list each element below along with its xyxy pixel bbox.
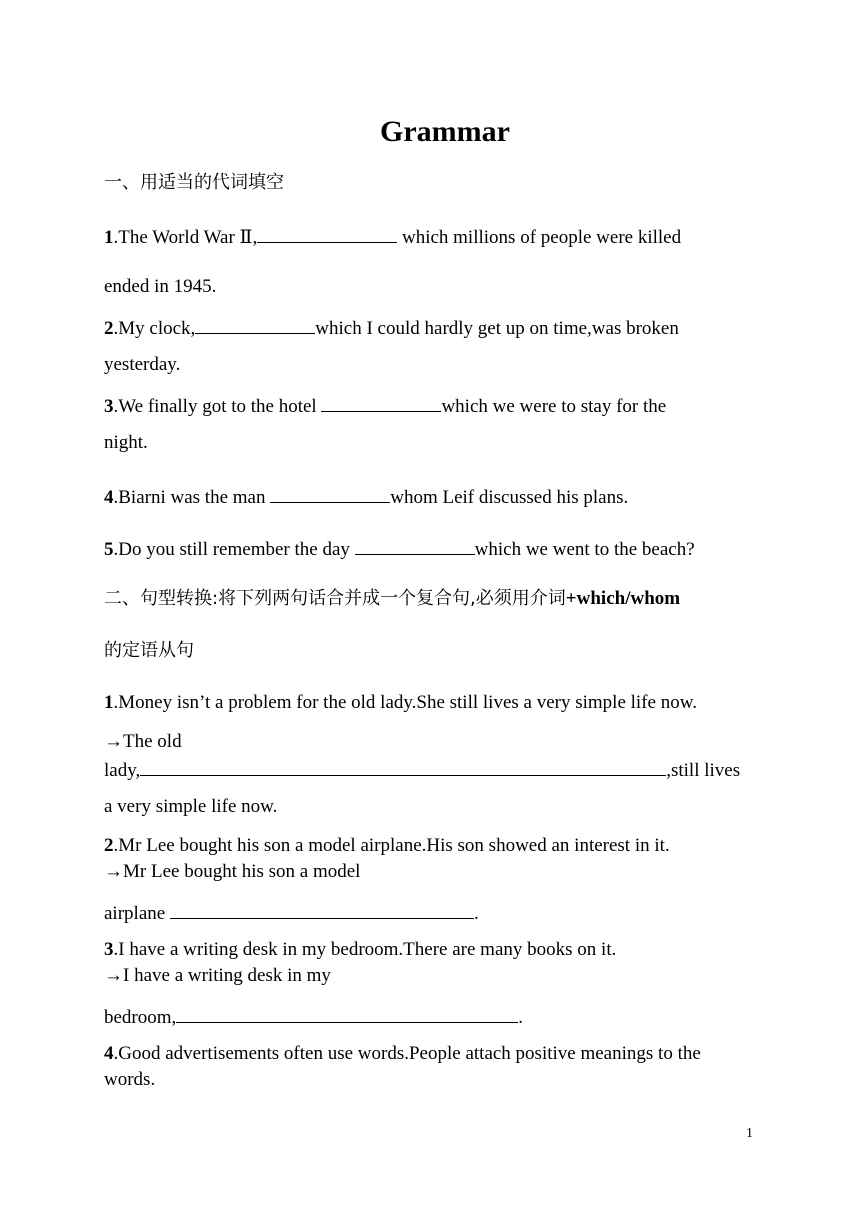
s2-q3-number: 3 xyxy=(104,939,114,960)
s2-q2-line3 xyxy=(104,899,479,926)
s1-q2-text-after: which I could hardly get up on time,was broken xyxy=(315,318,679,339)
page-number: 1 xyxy=(746,1126,753,1141)
s1-q5-line xyxy=(104,535,695,562)
s2-q3-line3-before: bedroom, xyxy=(104,1007,177,1028)
s2-q4-text: .Good advertisements often use words.People attach positive meanings to the xyxy=(113,1043,701,1064)
section2-heading xyxy=(104,587,680,611)
s2-q1-line2: →The old xyxy=(104,731,182,752)
s1-q1-text-after: which millions of people were killed xyxy=(397,227,682,248)
s1-q1-blank[interactable] xyxy=(257,223,397,243)
s2-q1-line3-after: ,still lives xyxy=(666,760,741,781)
s1-q2-number: 2 xyxy=(104,318,114,339)
section2-heading-en: +which/whom xyxy=(565,588,681,609)
s2-q2-line3-after: . xyxy=(473,903,479,924)
s1-q3-blank[interactable] xyxy=(321,392,441,412)
s2-q1-line3 xyxy=(104,756,740,783)
s1-q1-line1 xyxy=(104,223,681,250)
section1-heading xyxy=(104,171,284,195)
section1-heading-text: 一、用适当的代词填空 xyxy=(104,172,284,193)
s2-q1-line1 xyxy=(104,691,697,715)
s1-q1-number: 1 xyxy=(104,227,114,248)
s2-q2-number: 2 xyxy=(104,835,114,856)
s2-q2-text: .Mr Lee bought his son a model airplane.His son showed an interest in it. xyxy=(113,835,670,856)
s1-q3-text-before: .We finally got to the hotel xyxy=(113,396,322,417)
s1-q3-text-after: which we were to stay for the xyxy=(441,396,667,417)
s1-q2-text-before: .My clock, xyxy=(113,318,196,339)
s2-q4-line2: words. xyxy=(104,1069,156,1090)
s2-q1-line4: a very simple life now. xyxy=(104,796,278,817)
s1-q5-text-before: .Do you still remember the day xyxy=(113,539,355,560)
s2-q3-line3-after: . xyxy=(518,1007,524,1028)
s2-q2-line1 xyxy=(104,834,670,858)
s1-q4-line xyxy=(104,483,628,510)
s1-q2-blank[interactable] xyxy=(195,314,315,334)
s1-q3-line2: night. xyxy=(104,432,148,453)
s2-q3-text: .I have a writing desk in my bedroom.There are many books on it. xyxy=(113,939,617,960)
s2-q2-line3-before: airplane xyxy=(104,903,170,924)
section2-heading-cn: 二、句型转换:将下列两句话合并成一个复合句,必须用介词 xyxy=(104,588,566,609)
s1-q3-number: 3 xyxy=(104,396,114,417)
s1-q2-line1 xyxy=(104,314,679,341)
s1-q4-blank[interactable] xyxy=(270,483,390,503)
s2-q2-line2: →Mr Lee bought his son a model xyxy=(104,861,361,882)
s1-q5-text-after: which we went to the beach? xyxy=(474,539,695,560)
s1-q5-blank[interactable] xyxy=(355,535,475,555)
s2-q1-line3-before: lady, xyxy=(104,760,141,781)
section2-heading-cont: 的定语从句 xyxy=(104,640,194,661)
s2-q2-blank[interactable] xyxy=(170,899,474,919)
page-title: Grammar xyxy=(380,115,510,148)
s1-q4-text-after: whom Leif discussed his plans. xyxy=(390,487,629,508)
s2-q3-blank[interactable] xyxy=(176,1003,518,1023)
section2-heading-cont-line xyxy=(104,639,194,663)
s1-q2-line2: yesterday. xyxy=(104,354,181,375)
s2-q3-line2: →I have a writing desk in my xyxy=(104,965,331,986)
s1-q4-number: 4 xyxy=(104,487,114,508)
s1-q3-line1 xyxy=(104,392,666,419)
s2-q1-text: .Money isn’t a problem for the old lady.She still lives a very simple life now. xyxy=(113,692,697,713)
s1-q4-text-before: .Biarni was the man xyxy=(113,487,271,508)
s2-q4-number: 4 xyxy=(104,1043,114,1064)
s2-q4-line1 xyxy=(104,1042,701,1066)
s2-q3-line1 xyxy=(104,938,616,962)
s2-q3-line3 xyxy=(104,1003,523,1030)
s1-q1-text-before: .The World War Ⅱ, xyxy=(113,227,258,248)
s1-q5-number: 5 xyxy=(104,539,114,560)
s1-q1-line2: ended in 1945. xyxy=(104,276,217,297)
s2-q1-blank[interactable] xyxy=(140,756,666,776)
s2-q1-number: 1 xyxy=(104,692,114,713)
